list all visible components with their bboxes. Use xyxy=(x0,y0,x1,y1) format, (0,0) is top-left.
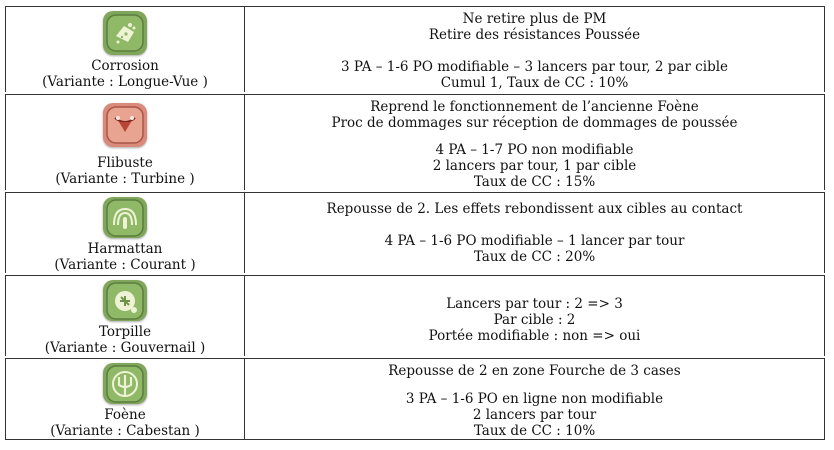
desc-line: Proc de dommages sur réception de dommages de poussée xyxy=(331,115,738,131)
harmattan-icon xyxy=(103,197,147,238)
spell-cell xyxy=(6,276,245,356)
spell-description xyxy=(245,359,824,439)
spell-cell xyxy=(6,193,245,273)
desc-line: 4 PA – 1-7 PO non modifiable xyxy=(435,142,634,158)
spell-description xyxy=(245,7,824,92)
desc-line: Reprend le fonctionnement de l’ancienne Foène xyxy=(370,99,699,115)
desc-line: 3 PA – 1-6 PO modifiable – 3 lancers par tour, 2 par cible xyxy=(340,59,729,75)
spell-variant: (Variante : Longue-Vue ) xyxy=(42,74,208,90)
spell-name: Corrosion xyxy=(91,58,159,74)
flibuste-icon xyxy=(103,103,147,147)
desc-line: Repousse de 2. Les effets rebondissent aux cibles au contact xyxy=(326,201,743,217)
spell-cell xyxy=(6,95,245,190)
spell-variant: (Variante : Courant ) xyxy=(54,257,196,273)
table-row xyxy=(5,6,825,92)
foene-icon-svg xyxy=(106,365,144,403)
desc-line: Repousse de 2 en zone Fourche de 3 cases xyxy=(388,363,681,379)
spell-variant: (Variante : Gouvernail ) xyxy=(44,340,206,356)
spell-name: Harmattan xyxy=(87,241,163,257)
spell-description xyxy=(245,95,824,190)
corrosion-icon xyxy=(103,11,147,55)
desc-line: Retire des résistances Poussée xyxy=(428,27,641,43)
spell-variant: (Variante : Turbine ) xyxy=(55,171,195,187)
desc-line: 3 PA – 1-6 PO en ligne non modifiable xyxy=(405,391,664,407)
spell-changes-table xyxy=(5,6,825,440)
spell-cell xyxy=(6,359,245,439)
corrosion-icon-svg xyxy=(106,14,144,52)
desc-line: Taux de CC : 15% xyxy=(473,174,596,190)
desc-line: 2 lancers par tour, 1 par cible xyxy=(432,158,637,174)
table-row xyxy=(5,358,825,440)
spell-name: Foène xyxy=(104,407,146,423)
spell-description xyxy=(245,276,824,356)
table-row xyxy=(5,94,825,190)
desc-line: Taux de CC : 20% xyxy=(473,249,596,265)
spell-variant: (Variante : Cabestan ) xyxy=(50,423,200,439)
torpille-icon xyxy=(103,280,147,321)
desc-line: 4 PA – 1-6 PO modifiable – 1 lancer par tour xyxy=(384,233,685,249)
desc-line: Taux de CC : 10% xyxy=(473,423,596,439)
spell-cell xyxy=(6,7,245,92)
desc-line: Lancers par tour : 2 => 3 xyxy=(446,296,623,312)
torpille-icon-svg xyxy=(106,282,144,320)
flibuste-icon-svg xyxy=(106,106,144,144)
desc-line: Cumul 1, Taux de CC : 10% xyxy=(440,75,629,91)
desc-line: 2 lancers par tour xyxy=(472,407,597,423)
desc-line: Par cible : 2 xyxy=(493,312,576,328)
table-row xyxy=(5,275,825,356)
spell-description xyxy=(245,193,824,273)
desc-line: Ne retire plus de PM xyxy=(462,11,607,27)
desc-line: Portée modifiable : non => oui xyxy=(428,328,641,344)
spell-name: Flibuste xyxy=(97,155,153,171)
spell-name: Torpille xyxy=(98,324,152,340)
foene-icon xyxy=(103,363,147,404)
table-row xyxy=(5,192,825,273)
harmattan-icon-svg xyxy=(106,199,144,237)
